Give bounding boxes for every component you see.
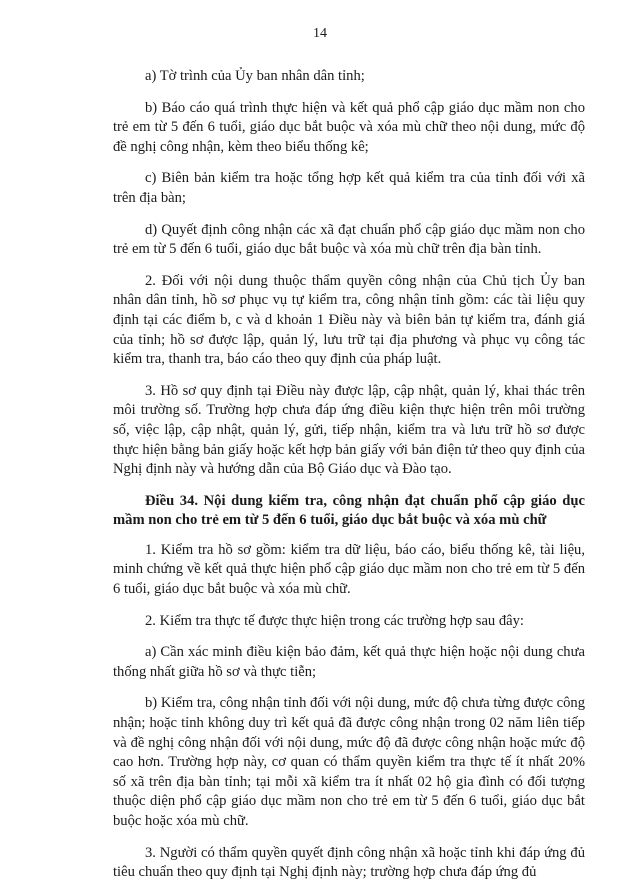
article-34-clause-3: 3. Người có thẩm quyền quyết định công nhận xã hoặc tỉnh khi đáp ứng đủ tiêu chuẩn theo quy định tại Nghị định này; trường hợp chưa đáp ứng đủ xyxy=(113,844,585,881)
article-34-clause-2a: a) Cần xác minh điều kiện bảo đảm, kết quả thực hiện hoặc nội dung chưa thống nhất giữa hồ sơ và thực tiễn; xyxy=(113,644,585,680)
document-body xyxy=(113,67,585,895)
article-34-clause-2: 2. Kiểm tra thực tế được thực hiện trong các trường hợp sau đây: xyxy=(145,612,524,629)
article-34-clause-2b: b) Kiểm tra, công nhận tỉnh đối với nội dung, mức độ chưa từng được công nhận; hoặc tỉnh không duy trì kết quả đã được công nhận trong 02 năm liên tiếp và đề nghị công nhận đối với nội dung, mức độ đã được công nhận hoặc mức độ cao hơn. Trường hợp này, cơ quan có thẩm quyền kiểm tra thực tế ít nhất 20% số xã trên địa bàn tỉnh; tại mỗi xã kiểm tra ít nhất 02 hộ gia đình có đối tượng thuộc diện phổ cập giáo dục mầm non cho trẻ em từ 5 đến 6 tuổi, giáo dục bắt buộc hoặc xóa mù chữ. xyxy=(113,695,585,829)
clause-2-provincial-dossier: 2. Đối với nội dung thuộc thẩm quyền công nhận của Chủ tịch Ủy ban nhân dân tỉnh, hồ sơ phục vụ tự kiểm tra, công nhận tỉnh gồm: các tài liệu quy định tại các điểm b, c và d khoản 1 Điều này và biên bản tự kiểm tra, đánh giá của tỉnh; hồ sơ được lập, quản lý, lưu trữ tại địa phương và phục vụ công tác kiểm tra, thanh tra, báo cáo theo quy định của pháp luật. xyxy=(113,272,585,368)
item-d-recognition-decision: d) Quyết định công nhận các xã đạt chuẩn phổ cập giáo dục mầm non cho trẻ em từ 5 đến 6 tuổi, giáo dục bắt buộc và xóa mù chữ trên địa bàn tỉnh. xyxy=(113,221,585,258)
article-34-heading: Điều 34. Nội dung kiểm tra, công nhận đạt chuẩn phổ cập giáo dục mầm non cho trẻ em từ 5 đến 6 tuổi, giáo dục bắt buộc và xóa mù chữ xyxy=(113,492,585,529)
item-b-report: b) Báo cáo quá trình thực hiện và kết quả phổ cập giáo dục mầm non cho trẻ em từ 5 đến 6 tuổi, giáo dục bắt buộc và xóa mù chữ theo nội dung, mức độ đề nghị công nhận, kèm theo biểu thống kê; xyxy=(113,99,585,155)
item-a-submission: a) Tờ trình của Ủy ban nhân dân tỉnh; xyxy=(145,68,365,84)
clause-3-digital-dossier: 3. Hồ sơ quy định tại Điều này được lập, cập nhật, quản lý, khai thác trên môi trường số. Trường hợp chưa đáp ứng điều kiện thực hiện trên môi trường số, việc lập, cập nhật, quản lý, gửi, tiếp nhận, kiểm tra và lưu trữ hồ sơ được thực hiện bằng bản giấy hoặc kết hợp bản giấy với bản điện tử theo quy định của Nghị định này và hướng dẫn của Bộ Giáo dục và Đào tạo. xyxy=(113,382,585,478)
item-c-inspection-record: c) Biên bản kiểm tra hoặc tổng hợp kết quả kiểm tra của tỉnh đối với xã trên địa bàn; xyxy=(113,170,585,206)
page-number: 14 xyxy=(313,26,327,41)
article-34-clause-1: 1. Kiểm tra hồ sơ gồm: kiểm tra dữ liệu, báo cáo, biểu thống kê, tài liệu, minh chứng về kết quả thực hiện phổ cập giáo dục mầm non cho trẻ em từ 5 đến 6 tuổi, giáo dục bắt buộc và xóa mù chữ. xyxy=(113,541,585,598)
